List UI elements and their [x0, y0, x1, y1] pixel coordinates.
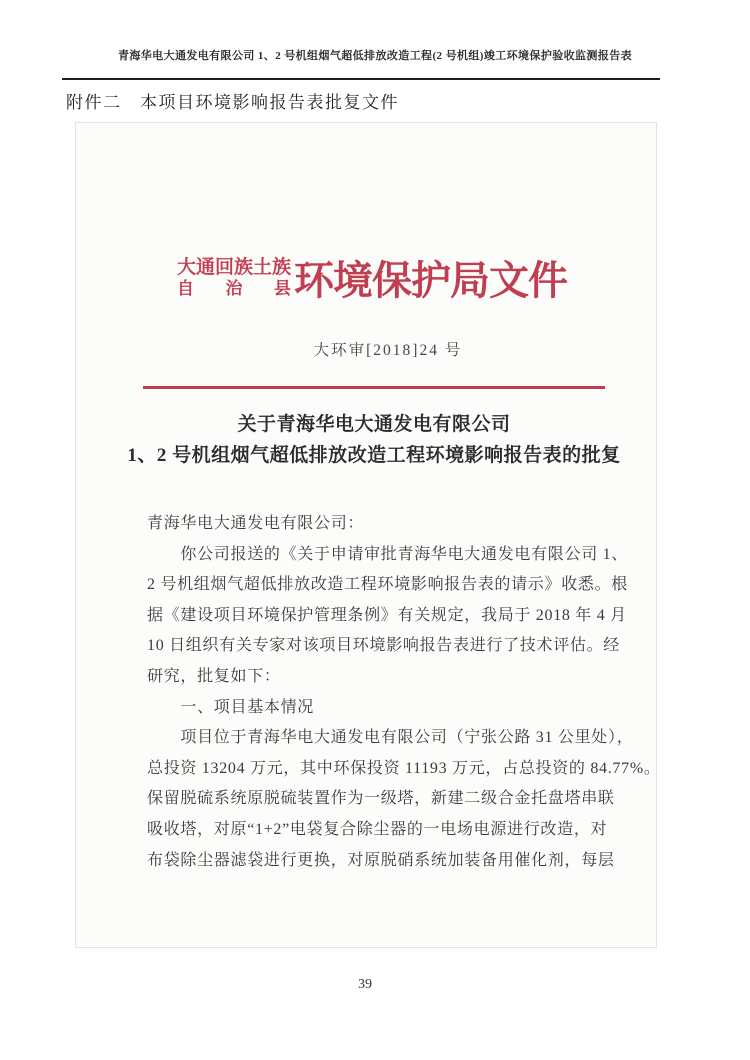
body-line: 布袋除尘器滤袋进行更换，对原脱硝系统加装备用催化剂，每层	[147, 851, 615, 869]
body-line: 2 号机组烟气超低排放改造工程环境影响报告表的请示》收悉。根	[147, 576, 629, 594]
body-line: 总投资 13204 万元，其中环保投资 11193 万元，占总投资的 84.77%。	[147, 759, 661, 777]
report-header-title: 青海华电大通发电有限公司 1、2 号机组烟气超低排放改造工程(2 号机组)竣工环境保护验收监测报告表	[117, 50, 633, 62]
body-line: 吸收塔，对原“1+2”电袋复合除尘器的一电场电源进行改造，对	[147, 820, 608, 838]
body-line: 研究，批复如下：	[147, 667, 281, 685]
body-line: 你公司报送的《关于申请审批青海华电大通发电有限公司 1、	[147, 545, 629, 563]
approval-title-line2: 1、2 号机组烟气超低排放改造工程环境影响报告表的批复	[127, 445, 621, 466]
red-divider	[143, 386, 605, 389]
scanned-approval-document	[75, 122, 661, 948]
approval-title	[84, 409, 664, 471]
body-line: 一、项目基本情况	[147, 698, 315, 716]
document-number: 大环审[2018]24 号	[313, 342, 463, 359]
body-line: 项目位于青海华电大通发电有限公司（宁张公路 31 公里处），	[147, 729, 634, 747]
body-line: 保留脱硫系统原脱硫装置作为一级塔，新建二级合金托盘塔串联	[147, 790, 615, 808]
page-number: 39	[358, 977, 372, 992]
issuer-name-line1: 大通回族土族	[177, 257, 292, 279]
attachment-heading: 附件二 本项目环境影响报告表批复文件	[66, 93, 399, 112]
body-line: 10 日组织有关专家对该项目环境影响报告表进行了技术评估。经	[147, 637, 621, 655]
issuer-name-big: 环境保护局文件	[294, 258, 567, 303]
issuer-name-small	[177, 257, 291, 297]
issuer-name-line2: 自治县	[177, 278, 291, 298]
header-rule	[62, 78, 660, 80]
letterhead	[82, 249, 662, 306]
approval-body	[147, 509, 661, 876]
body-line: 据《建设项目环境保护管理条例》有关规定，我局于 2018 年 4 月	[147, 606, 627, 624]
approval-title-line1: 关于青海华电大通发电有限公司	[237, 414, 511, 435]
body-line: 青海华电大通发电有限公司：	[147, 515, 365, 532]
